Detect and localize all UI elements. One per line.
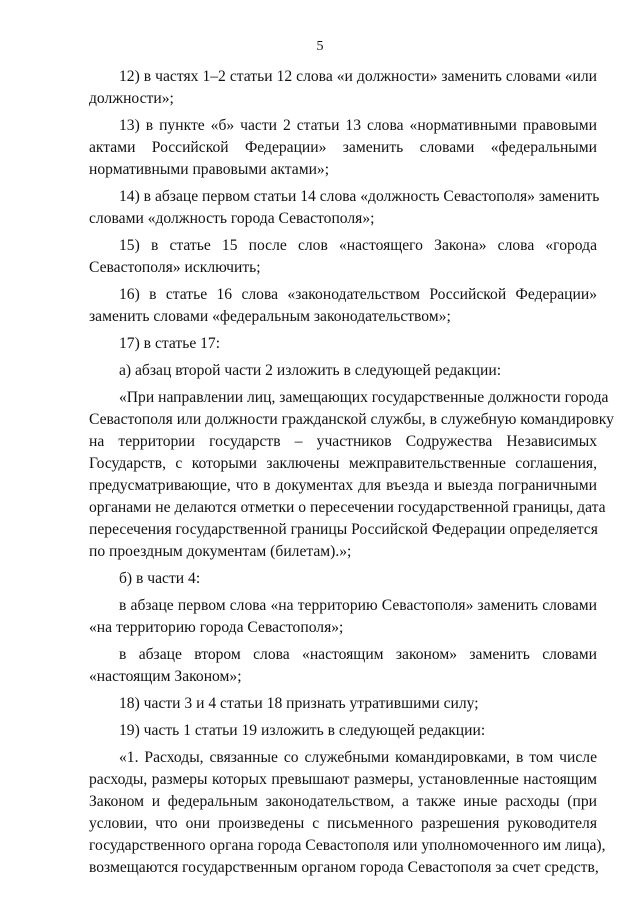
text-line: 14) в абзаце первом статьи 14 слова «должность Севастополя» заменить <box>119 188 600 205</box>
text-line: расходы, размеры которых превышают размеры, установленные настоящим <box>89 771 597 788</box>
text-line: «на территорию города Севастополя»; <box>89 619 344 636</box>
text-line: органами не делаются отметки о пересечении государственной границы, дата <box>89 499 606 516</box>
paragraph <box>89 333 597 355</box>
paragraph <box>89 387 614 563</box>
paragraph <box>89 747 606 879</box>
text-line: словами «должность города Севастополя»; <box>89 210 375 227</box>
text-line: заменить словами «федеральным законодательством»; <box>89 308 451 325</box>
text-line: условии, что они произведены с письменного разрешения руководителя <box>89 815 597 832</box>
text-line: Государств, с которыми заключены межправительственные соглашения, <box>89 455 597 472</box>
document-body <box>89 66 614 884</box>
paragraph <box>89 720 597 742</box>
text-line: государственного органа города Севастополя или уполномоченного им лица), <box>89 837 606 854</box>
text-line: Севастополя» исключить; <box>89 259 261 276</box>
paragraph <box>89 115 597 181</box>
text-line: «1. Расходы, связанные со служебными командировками, в том числе <box>119 749 597 766</box>
text-line: 13) в пункте «б» части 2 статьи 13 слова «нормативными правовыми <box>119 117 597 134</box>
text-line: в абзаце втором слова «настоящим законом» заменить словами <box>119 646 597 663</box>
paragraph <box>89 284 597 328</box>
text-line: 19) часть 1 статьи 19 изложить в следующей редакции: <box>119 722 486 739</box>
text-line: Севастополя или должности гражданской службы, в служебную командировку <box>89 411 614 428</box>
text-line: на территории государств – участников Содружества Независимых <box>89 433 597 450</box>
text-line: 15) в статье 15 после слов «настоящего Закона» слова «города <box>119 237 597 254</box>
paragraph <box>89 235 597 279</box>
text-line: 16) в статье 16 слова «законодательством Российской Федерации» <box>119 286 597 303</box>
page-number: 5 <box>316 39 324 54</box>
text-line: Законом и федеральным законодательством, а также иные расходы (при <box>89 793 597 810</box>
paragraph <box>89 644 597 688</box>
text-line: предусматривающие, что в документах для въезда и выезда пограничными <box>89 477 597 494</box>
text-line: а) абзац второй части 2 изложить в следующей редакции: <box>119 362 502 379</box>
text-line: в абзаце первом слова «на территорию Севастополя» заменить словами <box>119 597 597 614</box>
paragraph <box>89 186 600 230</box>
paragraph <box>89 693 597 715</box>
text-line: нормативными правовыми актами»; <box>89 161 330 178</box>
text-line: по проездным документам (билетам).»; <box>89 543 352 560</box>
text-line: «При направлении лиц, замещающих государственные должности города <box>119 389 609 406</box>
text-line: пересечения государственной границы Российской Федерации определяется <box>89 521 598 538</box>
text-line: должности»; <box>89 90 174 107</box>
paragraph <box>89 360 597 382</box>
text-line: 18) части 3 и 4 статьи 18 признать утратившими силу; <box>119 695 479 712</box>
paragraph <box>89 568 597 590</box>
text-line: 12) в частях 1–2 статьи 12 слова «и должности» заменить словами «или <box>119 68 597 85</box>
text-line: 17) в статье 17: <box>119 335 221 352</box>
paragraph <box>89 66 597 110</box>
text-line: б) в части 4: <box>119 570 201 587</box>
text-line: возмещаются государственным органом города Севастополя за счет средств, <box>89 859 599 876</box>
text-line: актами Российской Федерации» заменить словами «федеральными <box>89 139 597 156</box>
text-line: «настоящим Законом»; <box>89 668 242 685</box>
paragraph <box>89 595 597 639</box>
